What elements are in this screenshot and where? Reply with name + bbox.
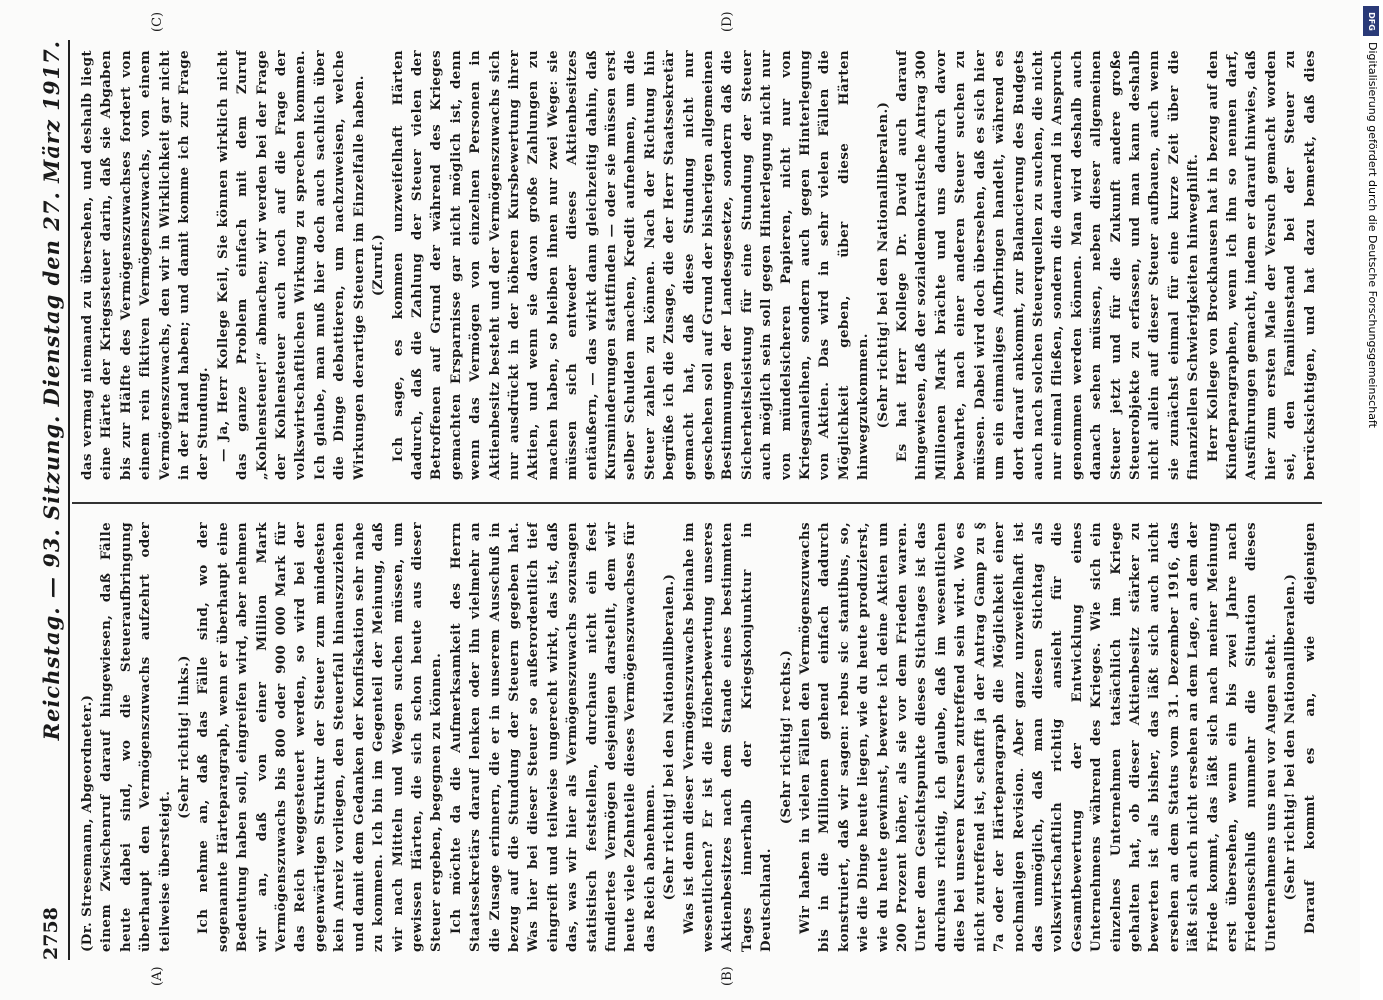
paragraph: Ich möchte da die Aufmerksamkeit des Herrn Staatssekretärs darauf lenken oder ihn vielmehr an die Zusage erinnern, die er in unserem Ausschuß in bezug auf die Stundung der Steuern gegeben hat. Was hier bei dieser Steuer so außerordentlich tief eingreift und teilweise ungerecht wirkt, das ist, daß das, was wir hier als Vermögenszuwachs sozusagen statistisch feststellen, durchaus nicht ein fest fundiertes Vermögen desjenigen darstellt, dem wir heute viele Zehnteile dieses Vermögenszuwachses für das Reich abnehmen. — [447, 522, 658, 952]
paragraph: (Sehr richtig! links.) — [176, 655, 193, 819]
paragraph: (Zuruf.) — [370, 233, 387, 297]
paragraph: einem Zwischenruf darauf hingewiesen, daß Fälle heute dabei sind, wo die Steueraufbringung überhaupt den Vermögenszuwachs aufzehrt oder teilweise übersteigt. — [98, 522, 173, 952]
page-header — [34, 40, 70, 960]
paragraph: Es hat Herr Kollege Dr. David auch darauf hingewiesen, daß der sozialdemokratische Antrag 300 Millionen Mark brächte und uns dadurch davor bewahrte, nach einer anderen Steuer suchen zu müssen. Dabei wird doch übersehen, daß es sich hier um ein einmaliges Aufbringen handelt, während es dort darauf ankommt, zur Balancierung des Budgets auch nach solchen Steuerquellen zu suchen, die nicht nur einmal fließen, sondern die dauernd in Anspruch genommen werden können. Man wird deshalb auch danach sehen müssen, neben dieser allgemeinen Steuer jetzt und für die Zukunft andere große Steuerobjekte zu erfassen, und man kann deshalb nicht allein auf dieser Steuer aufbauen, auch wenn sie zunächst einmal für eine kurze Zeit über die finanziellen Schwierigkeiten hinweghilft. — [894, 50, 1202, 480]
rotated-document-page — [20, 0, 1340, 1000]
left-text-column — [78, 522, 1318, 952]
paragraph: (Sehr richtig! bei den Nationalliberalen.) — [661, 573, 678, 901]
margin-letter-d: (D) — [720, 11, 735, 32]
paragraph: Herr Kollege von Brockhausen hat in bezug auf den Kinderparagraphen, wenn ich ihn so nennen darf, Ausführungen gemacht, indem er darauf hinwies, daß hier zum ersten Male der Versuch gemacht worden sei, den Familienstand bei der Steuer zu berücksichtigen, und hat dazu bemerkt, daß dies — [1204, 50, 1318, 480]
paragraph: (Sehr richtig! bei den Nationalliberalen.) — [874, 101, 891, 429]
right-text-column — [78, 50, 1318, 480]
paragraph: (Dr. Stresemann, Abgeordneter.) — [79, 694, 95, 952]
paragraph: (Sehr richtig! bei den Nationalliberalen.) — [1282, 573, 1299, 901]
dfg-credit-text: Digitalisierung gefördert durch die Deutsche Forschungsgemeinschaft — [1366, 42, 1379, 428]
paragraph: (Sehr richtig! rechts.) — [777, 649, 794, 825]
dfg-logo: DFG — [1363, 6, 1379, 36]
paragraph: Was ist denn dieser Vermögenszuwachs beinahe im wesentlichen? Er ist die Höherbewertung unseres Aktienbesitzes nach dem Stande eines bestimmten Tages innerhalb der Kriegskonjunktur in Deutschland. — [680, 522, 775, 952]
paragraph: Darauf kommt es an, wie diejenigen — [1301, 522, 1318, 934]
margin-letter-c: (C) — [150, 11, 165, 32]
margin-letter-b: (B) — [720, 966, 735, 986]
paragraph: das vermag niemand zu übersehen, und deshalb liegt eine Härte der Kriegssteuer darin, daß sie Abgaben bis zur Hälfte des Vermögenszuwachses fordert von einem rein fiktiven Vermögenszuwachs, von einem Vermögenszuwachs, den wir in Wirklichkeit gar nicht in der Hand haben; und damit komme ich zur Frage der Stundung. — [79, 50, 212, 480]
paragraph: Wir haben in vielen Fällen den Vermögenszuwachs bis in die Millionen gehend einfach dadurch konstruiert, daß wir sagen: rebus sic stantibus, so, wie die Dinge heute liegen, wie du heute produzierst, wie du heute gewinnst, bewerte ich deine Aktien um 200 Prozent höher, als sie vor dem Frieden waren. Unter dem Gesichtspunkte dieses Stichtages ist das durchaus richtig, ich glaube, daß im wesentlichen dies bei unseren Kursen zutreffend sein wird. Wo es nicht zutreffend ist, schafft ja der Antrag Gamp zu § 7a oder der Härteparagraph die Möglichkeit einer nochmaligen Revision. Aber ganz unzweifelhaft ist das unmöglich, daß man diesen Stichtag als volkswirtschaftlich richtig ansieht für die Gesamtbewertung der Entwicklung eines Unternehmens während des Krieges. Wie sich ein einzelnes Unternehmen tatsächlich im Kriege gehalten hat, ob dieser Aktienbesitz stärker zu bewerten ist als bisher, das läßt sich auch nicht ersehen an dem Status vom 31. Dezember 1916, das läßt sich auch nicht ersehen an dem Lage, an dem der Friede kommt, das läßt sich nach meiner Meinung erst übersehen, wenn ein bis zwei Jahre nach Friedensschluß nunmehr die Situation dieses Unternehmens uns neu vor Augen steht. — [797, 522, 1279, 952]
column-divider — [72, 502, 1322, 504]
paragraph: Ich sage, es kommen unzweifelhaft Härten dadurch, daß die Zahlung der Steuer vielen der Betroffenen auf Grund der während des Krieges gemachten Ersparnisse gar nicht möglich ist, denn wenn das Vermögen von einzelnen Personen in Aktienbesitz besteht und der Vermögenszuwachs sich nur ausdrückt in der höheren Kursbewertung ihrer Aktien, und wenn sie davon große Zahlungen zu machen haben, so bleiben ihnen nur zwei Wege: sie müssen sich entweder dieses Aktienbesitzes entäußern, — das wirkt dann gleichzeitig dahin, daß Kursminderungen stattfinden — oder sie müssen erst selber Schulden machen, Kredit aufnehmen, um die Steuer zahlen zu können. Nach der Richtung hin begrüße ich die Zusage, die der Herr Staatssekretär gemacht hat, daß diese Stundung nicht nur geschehen soll auf Grund der bisherigen allgemeinen Bestimmungen der Landesgesetze, sondern daß die Sicherheitsleistung für eine Stundung der Steuer auch möglich sein soll gegen Hinterlegung nicht nur von mündelsicheren Papieren, nicht nur von Kriegsanleihen, sondern auch gegen Hinterlegung von Aktien. Das wird in sehr vielen Fällen die Möglichkeit geben, über diese Härten hinwegzukommen. — [389, 50, 872, 480]
paragraph: Ich nehme an, daß das Fälle sind, wo der sogenannte Härteparagraph, wenn er überhaupt eine Bedeutung haben soll, eingreifen wird, aber nehmen wir an, daß von einer Million Mark Vermögenszuwachs bis 800 oder 900 000 Mark für das Reich weggesteuert werden, so wird bei der gegenwärtigen Struktur der Steuer zum mindesten kein Anreiz vorliegen, den Steuerfall hinauszuziehen und damit dem Gedanken der Konfiskation sehr nahe zu kommen. Ich bin im Gegenteil der Meinung, daß wir nach Mitteln und Wegen suchen müssen, um gewissen Härten, die sich schon heute aus dieser Steuer ergeben, begegnen zu können. — [195, 522, 445, 952]
page-title: Reichstag. — 93. Sitzung. Dienstag den 27. März 1917. — [38, 40, 64, 741]
margin-letter-a: (A) — [150, 966, 165, 986]
dfg-credit-sidebar — [1361, 6, 1381, 966]
paragraph: — Ja, Herr Kollege Keil, Sie können wirklich nicht das ganze Problem einfach mit dem Zuruf „Kohlensteuer!“ abmachen; wir werden bei der Frage der Kohlensteuer auch noch auf die Frage der volkswirtschaftlichen Wirkung zu sprechen kommen. Ich glaube, man muß hier doch auch sachlich über die Dinge debattieren, um nachzuweisen, welche Wirkungen derartige Steuern im Einzelfalle haben. — [214, 50, 367, 480]
page-number: 2758 — [40, 907, 62, 960]
